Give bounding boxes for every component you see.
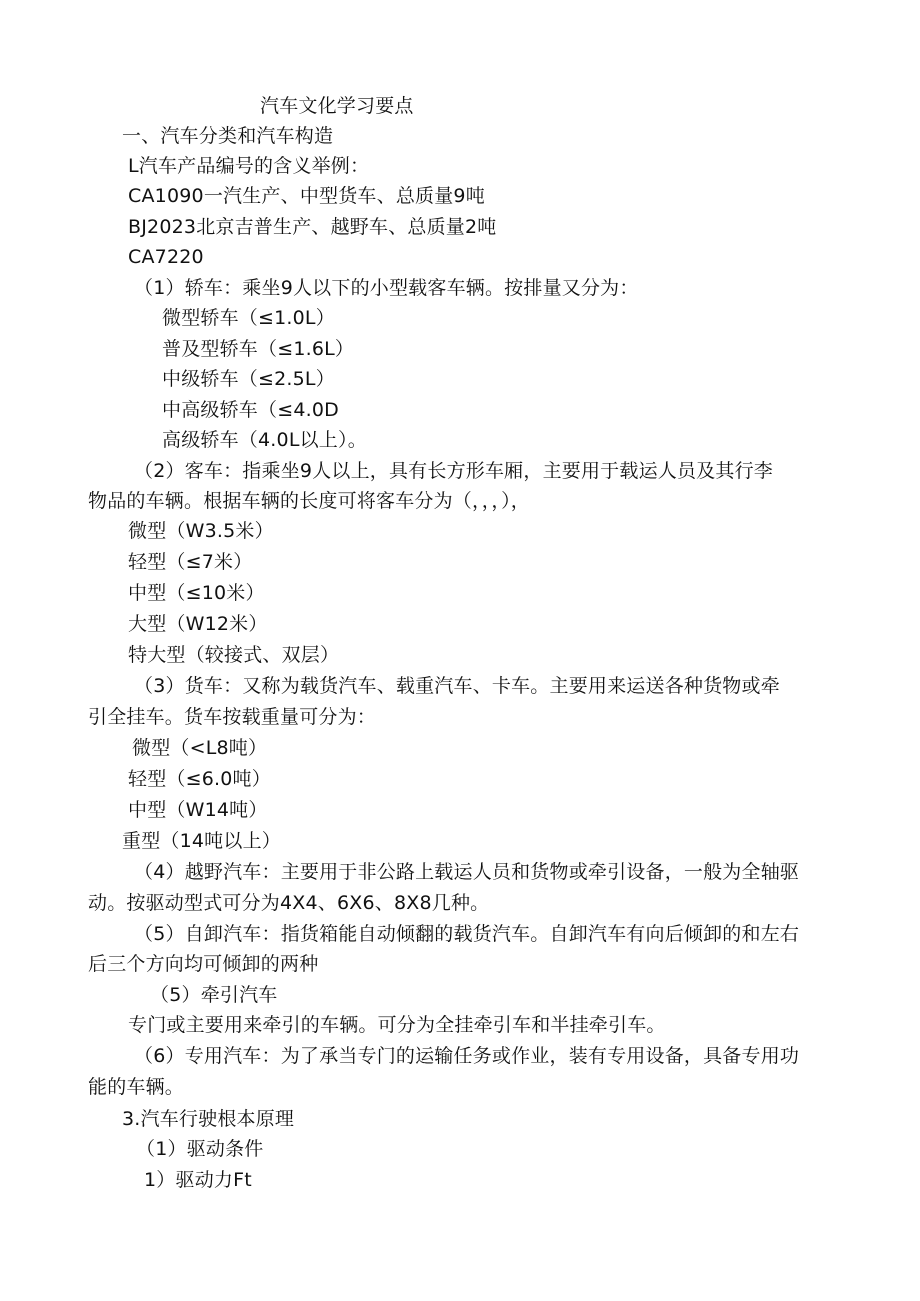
paragraph-line: 动。按驱动型式可分为4X4、6X6、8X8几种。 (88, 892, 490, 914)
paragraph-line: （3）货车：又称为载货汽车、载重汽车、卡车。主要用来运送各种货物或牵 (134, 675, 780, 697)
list-item: 轻型（≤7米） (128, 551, 253, 573)
list-item: 大型（W12米） (128, 613, 268, 635)
list-item: 普及型轿车（≤1.6L） (162, 338, 355, 360)
paragraph-line: （1）轿车：乘坐9人以下的小型载客车辆。按排量又分为： (134, 277, 639, 299)
paragraph-line: （2）客车：指乘坐9人以上，具有长方形车厢，主要用于载运人员及其行李 (134, 460, 773, 482)
paragraph-line: （6）专用汽车：为了承当专门的运输任务或作业，装有专用设备，具备专用功 (134, 1045, 800, 1067)
list-item: 特大型（较接式、双层） (128, 644, 340, 666)
paragraph-line: （4）越野汽车：主要用于非公路上载运人员和货物或牵引设备，一般为全轴驱 (134, 861, 800, 883)
list-item: 高级轿车（4.0L以上）。 (162, 429, 367, 451)
paragraph-line: L汽车产品编号的含义举例： (128, 155, 370, 177)
paragraph-line: 1）驱动力Ft (144, 1169, 252, 1191)
list-item: 中型（≤10米） (128, 582, 265, 604)
document-title: 汽车文化学习要点 (260, 95, 414, 117)
list-item: 中高级轿车（≤4.0D (162, 399, 339, 421)
paragraph-line: 能的车辆。 (88, 1076, 185, 1098)
paragraph-line: 后三个方向均可倾卸的两种 (88, 953, 319, 975)
paragraph-line: CA7220 (128, 246, 204, 268)
paragraph-line: （5）自卸汽车：指货箱能自动倾翻的载货汽车。自卸汽车有向后倾卸的和左右 (134, 923, 800, 945)
paragraph-line: （5）牵引汽车 (150, 984, 278, 1006)
list-item: 中型（W14吨） (128, 799, 268, 821)
section-heading: 一、汽车分类和汽车构造 (122, 125, 334, 147)
paragraph-line: 引全挂车。货车按载重量可分为： (88, 706, 377, 728)
list-item: 中级轿车（≤2.5L） (162, 368, 335, 390)
paragraph-line: BJ2023北京吉普生产、越野车、总质量2吨 (128, 216, 497, 238)
list-item: 重型（14吨以上） (122, 830, 281, 852)
list-item: 微型（W3.5米） (128, 520, 274, 542)
section-heading: 3.汽车行驶根本原理 (122, 1108, 295, 1130)
paragraph-line: （1）驱动条件 (136, 1138, 264, 1160)
list-item: 微型轿车（≤1.0L） (162, 307, 335, 329)
paragraph-line: CA1090一汽生产、中型货车、总质量9吨 (128, 185, 485, 207)
list-item: 轻型（≤6.0吨） (128, 768, 271, 790)
list-item: 微型（<L8吨） (132, 737, 268, 759)
paragraph-line: 专门或主要用来牵引的车辆。可分为全挂牵引车和半挂牵引车。 (128, 1014, 666, 1036)
paragraph-line: 物品的车辆。根据车辆的长度可将客车分为（，，，）， (88, 490, 531, 512)
